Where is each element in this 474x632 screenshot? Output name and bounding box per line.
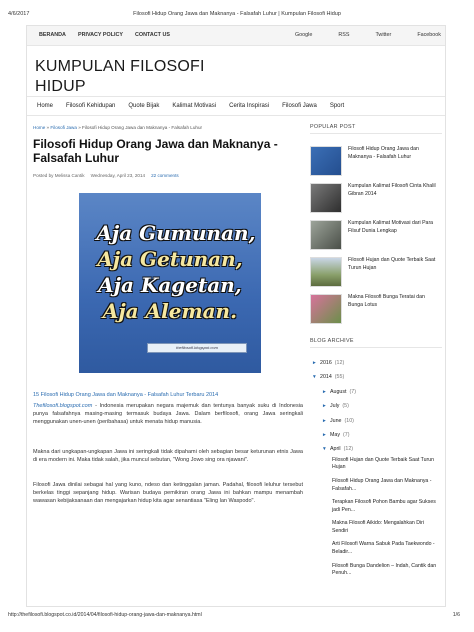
popular-post-heading: POPULAR POST xyxy=(310,124,442,134)
popular-post-thumbnail[interactable] xyxy=(310,257,342,287)
hero-credit: thefilosofi.blogspot.com xyxy=(147,343,247,353)
archive-year-label[interactable]: 2014 xyxy=(320,374,332,381)
print-page-number: 1/6 xyxy=(452,612,460,618)
archive-year-2016[interactable] xyxy=(310,356,442,370)
social-link-facebook[interactable]: Facebook xyxy=(417,32,441,38)
site-title[interactable] xyxy=(35,57,205,97)
hero-text-line: Aja Gumunan, xyxy=(96,221,256,245)
archive-month-label[interactable]: August xyxy=(330,388,347,395)
article-paragraph: Makna dari ungkapan-ungkapan Jawa ini seringkali tidak dipahami oleh sebagian besar keturunan etnis Jawa di era modern ini. Maka tidak salah, jika muncul sebutan, "Wong Jowo sing ora njawani". xyxy=(33,449,303,464)
print-date: 4/6/2017 xyxy=(8,11,30,17)
archive-post-link[interactable]: Arti Filosofi Warna Sabuk Pada Taekwondo - Beladir... xyxy=(332,541,435,556)
archive-post-link[interactable]: Filosofi Bunga Dandelion – Indah, Cantik dan Penuh... xyxy=(332,562,437,577)
archive-count: (12) xyxy=(334,360,345,366)
site-title-line-1: KUMPULAN FILOSOFI xyxy=(35,58,205,75)
archive-post-link[interactable]: Filosofi Hidup Orang Jawa dan Maknanya - Falsafah... xyxy=(332,477,432,492)
article-paragraph: Filosofi Jawa dinilai sebagai hal yang kuno, ndeso dan ketinggalan jaman. Padahal, filosofi leluhur tersebut berkelas tinggi sepanjang hidup. Warisan budaya pemikiran orang Jawa ini bahkan mampu menambah wawasan kebijaksanaan dan mengajarkan hidup kita agar senantiasa "Eling lan Waspodo". xyxy=(33,482,303,505)
popular-post-link[interactable]: Kumpulan Kalimat Filosofi Cinta Khalil Gibran 2014 xyxy=(348,183,436,197)
popular-post-thumbnail[interactable] xyxy=(310,183,342,213)
main-nav xyxy=(27,96,446,116)
nav-filosofi-jawa[interactable]: Filosofi Jawa xyxy=(282,103,317,109)
collapse-toggle-icon[interactable]: ▼ xyxy=(322,447,327,453)
article-paragraph xyxy=(33,402,303,426)
topbar-link-beranda[interactable]: BERANDA xyxy=(39,32,66,38)
archive-year-label[interactable]: 2016 xyxy=(320,360,332,366)
archive-post-link[interactable]: Filosofi Hujan dan Quote Terbaik Saat Turun Hujan xyxy=(332,456,434,471)
archive-month-august[interactable] xyxy=(310,385,442,399)
expand-toggle-icon[interactable]: ► xyxy=(322,418,327,424)
archive-list xyxy=(310,356,442,578)
breadcrumb-separator: » xyxy=(45,125,51,130)
archive-month-label[interactable]: April xyxy=(330,446,341,453)
nav-kalimat-motivasi[interactable]: Kalimat Motivasi xyxy=(172,103,217,109)
blog-archive-heading: BLOG ARCHIVE xyxy=(310,338,442,348)
archive-month-label[interactable]: June xyxy=(330,417,342,424)
archive-month-label[interactable]: May xyxy=(330,431,341,438)
post-comments-link[interactable]: 22 comments xyxy=(151,173,179,178)
popular-post-thumbnail[interactable] xyxy=(310,146,342,176)
site-title-line-2: HIDUP xyxy=(35,78,86,95)
top-bar xyxy=(27,26,446,46)
sidebar xyxy=(310,124,442,584)
archive-count: (7) xyxy=(349,388,356,395)
social-link-google[interactable]: Google xyxy=(294,32,313,38)
web-page xyxy=(26,25,446,607)
breadcrumb-home[interactable]: Home xyxy=(33,125,46,130)
archive-month-june[interactable] xyxy=(310,414,442,428)
collapse-toggle-icon[interactable]: ▼ xyxy=(312,375,317,381)
archive-month-july[interactable] xyxy=(310,399,442,413)
expand-toggle-icon[interactable]: ► xyxy=(322,432,327,438)
nav-quote-bijak[interactable]: Quote Bijak xyxy=(128,103,160,109)
archive-month-april[interactable] xyxy=(310,442,442,456)
archive-post-link[interactable]: Makna Filosofi Aikido: Mengalahkan Diri Sendiri xyxy=(332,520,424,534)
print-title: Filosofi Hidup Orang Jawa dan Maknanya - Falsafah Luhur | Kumpulan Filosofi Hidup xyxy=(133,11,341,17)
popular-post-list xyxy=(310,146,442,328)
print-url: http://thefilosofi.blogspot.co.id/2014/04/filosofi-hidup-orang-jawa-dan-maknanya.html xyxy=(8,612,202,618)
archive-april-posts xyxy=(310,457,442,578)
nav-filosofi-kehidupan[interactable]: Filosofi Kehidupan xyxy=(66,103,116,109)
popular-post-item[interactable] xyxy=(310,257,442,291)
post-caption-link[interactable]: 15 Filosofi Hidup Orang Jawa dan Maknanya - Falsafah Luhur Terbaru 2014 xyxy=(33,392,219,398)
archive-month-label[interactable]: July xyxy=(330,403,340,410)
post-author: Posted by Melissa Cantik xyxy=(33,173,85,178)
archive-month-may[interactable] xyxy=(310,428,442,442)
popular-post-item[interactable] xyxy=(310,146,442,180)
post-date: Wednesday, April 23, 2014 xyxy=(90,173,146,178)
popular-post-link[interactable]: Kumpulan Kalimat Motivasi dari Para Filsuf Dunia Lengkap xyxy=(348,220,434,234)
breadcrumb-separator: » xyxy=(76,125,83,130)
article-site-name: Thefilosofi.blogspot.com xyxy=(33,403,93,409)
hero-text-line: Aja Aleman. xyxy=(102,299,238,323)
popular-post-item[interactable] xyxy=(310,220,442,254)
nav-sport[interactable]: Sport xyxy=(329,103,345,109)
popular-post-item[interactable] xyxy=(310,294,442,328)
topbar-link-privacy-policy[interactable]: PRIVACY POLICY xyxy=(77,32,123,38)
hero-text-line: Aja Getunan, xyxy=(97,247,243,271)
popular-post-thumbnail[interactable] xyxy=(310,294,342,324)
social-link-twitter[interactable]: Twitter xyxy=(375,32,392,38)
breadcrumb-category[interactable]: Filosofi Jawa xyxy=(50,125,77,130)
popular-post-link[interactable]: Filosofi Hidup Orang Jawa dan Maknanya - Falsafah Luhur xyxy=(348,146,419,160)
archive-count: (5) xyxy=(342,403,349,410)
popular-post-link[interactable]: Makna Filosofi Bunga Teratai dan Bunga Lotus xyxy=(348,294,425,308)
popular-post-item[interactable] xyxy=(310,183,442,217)
social-link-rss[interactable]: RSS xyxy=(338,32,350,38)
post-title: Filosofi Hidup Orang Jawa dan Maknanya - Falsafah Luhur xyxy=(33,137,278,165)
archive-post-link[interactable]: Terapkan Filosofi Pohon Bambu agar Sukses jadi Pen... xyxy=(332,499,436,513)
archive-count: (7) xyxy=(343,431,350,438)
post-hero-image xyxy=(79,193,261,373)
blog-archive xyxy=(310,338,442,578)
print-header xyxy=(0,11,474,21)
hero-text-line: Aja Kagetan, xyxy=(98,273,242,297)
popular-post-link[interactable]: Filosofi Hujan dan Quote Terbaik Saat Turun Hujan xyxy=(348,257,436,271)
archive-count: (55) xyxy=(334,374,345,381)
breadcrumb xyxy=(33,125,202,130)
article-text: - Indonesia merupakan negara majemuk dan tentunya banyak suku di Indonesia punya falsafahnya masing-masing termasuk budaya Jawa. Dalam berfilosofi, orang Jawa seringkali menggunakan unen-unen (peribahasa) untuk menata hidup manusia. xyxy=(33,403,303,426)
expand-toggle-icon[interactable]: ► xyxy=(322,404,327,410)
nav-cerita-inspirasi[interactable]: Cerita Inspirasi xyxy=(229,103,270,109)
expand-toggle-icon[interactable]: ► xyxy=(312,361,317,366)
topbar-link-contact-us[interactable]: CONTACT US xyxy=(135,32,170,38)
popular-post-thumbnail[interactable] xyxy=(310,220,342,250)
archive-year-2014[interactable] xyxy=(310,370,442,384)
nav-home[interactable]: Home xyxy=(37,103,54,109)
archive-count: (10) xyxy=(344,417,354,424)
breadcrumb-current: Filosofi Hidup Orang Jawa dan Maknanya - Falsafah Luhur xyxy=(82,125,203,130)
expand-toggle-icon[interactable]: ► xyxy=(322,389,327,395)
post-meta xyxy=(33,173,179,178)
archive-count: (12) xyxy=(343,446,354,453)
